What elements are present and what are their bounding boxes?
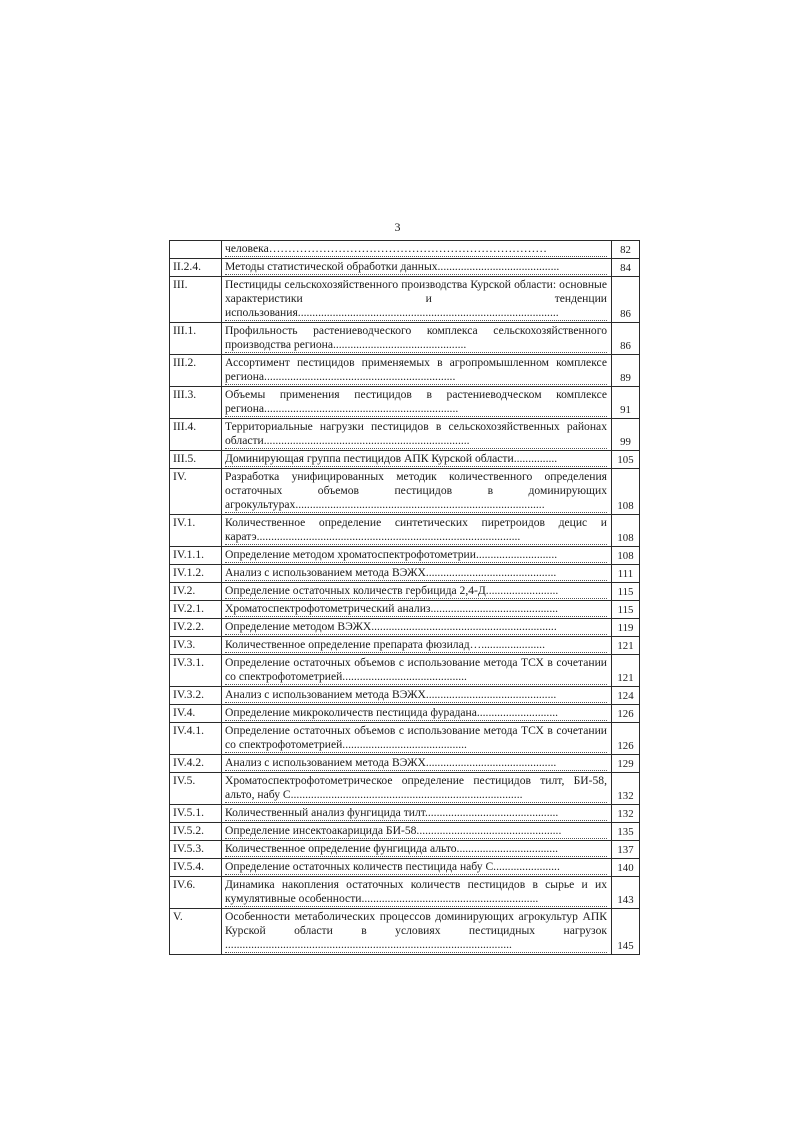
toc-title-cell [222,637,612,655]
toc-title-cell [222,877,612,909]
toc-section-number: III.2. [170,355,222,387]
toc-section-number: III.5. [170,451,222,469]
toc-section-number: IV.6. [170,877,222,909]
toc-section-title: Хроматоспектрофотометрическое определение пестицидов тилт, БИ-58, альто, набу С................................................................................ [225,774,607,801]
toc-section-number: IV.3. [170,637,222,655]
toc-section-title: Количественное определение синтетических пиретроидов децис и каратэ........................................................................................... [225,516,607,543]
toc-title-cell [222,601,612,619]
toc-section-title: Пестициды сельскохозяйственного производства Курской области: основные характеристики и тенденции использования.......................................................................................... [225,278,607,319]
toc-section-number: IV.1. [170,515,222,547]
toc-page-number: 86 [612,277,640,323]
toc-section-title: Методы статистической обработки данных.......................................... [225,260,607,275]
toc-section-title: Территориальные нагрузки пестицидов в сельскохозяйственных районах области....................................................................... [225,420,607,447]
toc-section-title: Определение остаточных количеств гербицида 2,4-Д......................... [225,584,607,599]
toc-page-number: 119 [612,619,640,637]
toc-title-cell [222,773,612,805]
toc-row [170,859,640,877]
toc-row [170,755,640,773]
toc-title-cell [222,823,612,841]
toc-section-title: Динамика накопления остаточных количеств пестицидов в сырье и их кумулятивные особенности............................................................. [225,878,607,905]
toc-section-number: IV.3.2. [170,687,222,705]
toc-page-number: 86 [612,323,640,355]
toc-page-number: 135 [612,823,640,841]
toc-section-number: IV.4.2. [170,755,222,773]
toc-section-title: Определение остаточных объемов с использование метода ТСХ в сочетании со спектрофотометрией........................................... [225,656,607,683]
toc-section-number: IV.4. [170,705,222,723]
toc-row [170,323,640,355]
toc-section-number: IV.5.2. [170,823,222,841]
toc-title-cell [222,755,612,773]
toc-title-cell [222,469,612,515]
toc-title-cell [222,805,612,823]
toc-row [170,841,640,859]
toc-title-cell [222,355,612,387]
toc-section-title: Разработка унифицированных методик количественного определения остаточных объемов пестицидов в доминирующих агрокультурах...................................................................................... [225,470,607,511]
toc-row [170,355,640,387]
toc-page-number: 108 [612,547,640,565]
toc-page-number: 124 [612,687,640,705]
toc-section-title: Профильность растениеводческого комплекса сельскохозяйственного производства региона.............................................. [225,324,607,351]
toc-section-title: Ассортимент пестицидов применяемых в агропромышленном комплексе региона.................................................................. [225,356,607,383]
toc-section-title: Определение остаточных количеств пестицида набу С....................... [225,860,607,875]
toc-title-cell [222,619,612,637]
toc-page-number: 143 [612,877,640,909]
toc-page-number: 126 [612,705,640,723]
toc-section-number: IV.5.1. [170,805,222,823]
toc-row [170,515,640,547]
toc-row [170,387,640,419]
toc-title-cell [222,241,612,259]
toc-title-cell [222,655,612,687]
toc-row [170,419,640,451]
toc-page-number: 84 [612,259,640,277]
toc-title-cell [222,323,612,355]
toc-title-cell [222,259,612,277]
toc-row [170,451,640,469]
toc-section-title: Особенности метаболических процессов доминирующих агрокультур АПК Курской области в условиях пестицидных нагрузок ................................................................................................... [225,910,607,951]
toc-title-cell [222,687,612,705]
toc-section-number: IV.5.4. [170,859,222,877]
toc-row [170,823,640,841]
toc-page-number: 105 [612,451,640,469]
toc-title-cell [222,451,612,469]
toc-title-cell [222,583,612,601]
toc-title-cell [222,723,612,755]
toc-page-number: 145 [612,909,640,955]
toc-page-number: 108 [612,515,640,547]
toc-row [170,705,640,723]
toc-page-number: 91 [612,387,640,419]
toc-section-title: Анализ с использованием метода ВЭЖХ............................................. [225,756,607,771]
toc-section-number: III.3. [170,387,222,419]
toc-section-number: IV.1.1. [170,547,222,565]
toc-section-number: IV.2.2. [170,619,222,637]
toc-title-cell [222,387,612,419]
toc-page-number: 132 [612,773,640,805]
toc-row [170,637,640,655]
toc-row [170,469,640,515]
toc-title-cell [222,515,612,547]
toc-row [170,805,640,823]
toc-section-title: Определение методом ВЭЖХ................................................................ [225,620,607,635]
toc-page-number: 115 [612,601,640,619]
toc-title-cell [222,705,612,723]
toc-section-number: IV. [170,469,222,515]
toc-section-number: IV.2.1. [170,601,222,619]
toc-row [170,773,640,805]
toc-section-number: III.4. [170,419,222,451]
toc-section-title: Анализ с использованием метода ВЭЖХ............................................. [225,566,607,581]
toc-row [170,259,640,277]
toc-title-cell [222,909,612,955]
toc-row [170,277,640,323]
toc-page-number: 137 [612,841,640,859]
toc-row [170,909,640,955]
toc-page-number: 82 [612,241,640,259]
toc-section-title: Хроматоспектрофотометрический анализ............................................ [225,602,607,617]
toc-section-title: Объемы применения пестицидов в растениеводческом комплексе региона................................................................... [225,388,607,415]
toc-section-number: IV.5.3. [170,841,222,859]
toc-section-number: III. [170,277,222,323]
toc-row [170,655,640,687]
toc-section-number: IV.2. [170,583,222,601]
toc-title-cell [222,419,612,451]
toc-page-number: 115 [612,583,640,601]
toc-body [170,241,640,955]
table-of-contents [169,240,640,955]
toc-section-title: Доминирующая группа пестицидов АПК Курской области............... [225,452,607,467]
toc-section-title: Определение методом хроматоспектрофотометрии............................ [225,548,607,563]
toc-section-title: Количественный анализ фунгицида тилт.............................................. [225,806,607,821]
toc-section-title: человека……………………………………………………………… [225,242,607,257]
toc-section-title: Анализ с использованием метода ВЭЖХ............................................. [225,688,607,703]
toc-page-number: 99 [612,419,640,451]
toc-page-number: 140 [612,859,640,877]
toc-page-number: 121 [612,655,640,687]
toc-title-cell [222,841,612,859]
toc-section-title: Определение инсектоакарицида БИ-58.................................................. [225,824,607,839]
toc-page-number: 132 [612,805,640,823]
toc-section-title: Количественное определение препарата фюзилад…...................... [225,638,607,653]
toc-title-cell [222,547,612,565]
toc-section-title: Определение микроколичеств пестицида фурадана............................ [225,706,607,721]
toc-section-number: IV.5. [170,773,222,805]
toc-section-number: IV.4.1. [170,723,222,755]
toc-title-cell [222,277,612,323]
toc-section-number: V. [170,909,222,955]
toc-section-number: II.2.4. [170,259,222,277]
toc-row [170,547,640,565]
toc-row [170,241,640,259]
toc-section-title: Количественное определение фунгицида альто................................... [225,842,607,857]
toc-title-cell [222,859,612,877]
toc-page-number: 111 [612,565,640,583]
toc-row [170,583,640,601]
toc-row [170,723,640,755]
toc-page-number: 129 [612,755,640,773]
toc-row [170,619,640,637]
toc-row [170,687,640,705]
page-number: 3 [394,220,401,234]
toc-page-number: 121 [612,637,640,655]
toc-title-cell [222,565,612,583]
toc-row [170,601,640,619]
toc-section-number: III.1. [170,323,222,355]
toc-row [170,877,640,909]
toc-section-number: IV.3.1. [170,655,222,687]
toc-row [170,565,640,583]
toc-page-number: 108 [612,469,640,515]
toc-section-title: Определение остаточных объемов с использование метода ТСХ в сочетании со спектрофотометрией........................................... [225,724,607,751]
toc-page-number: 126 [612,723,640,755]
toc-section-number: IV.1.2. [170,565,222,583]
toc-page-number: 89 [612,355,640,387]
toc-section-number [170,241,222,259]
